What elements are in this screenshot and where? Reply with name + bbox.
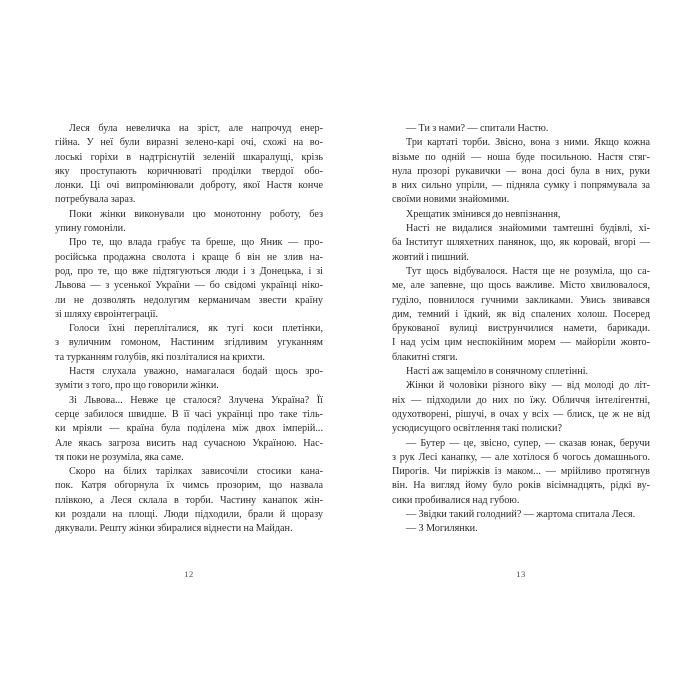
text-line: Але якась загроза висить над сучасною Україною. Нас- — [55, 437, 323, 449]
text-line: та турканням голубів, які позліталися на крихти. — [55, 351, 265, 363]
text-line: пок. Катря обгорнула їх чимсь прозорим, що назвала — [55, 480, 323, 492]
text-line: — Звідки такий голодний? — жартома спитала Леся. — [406, 509, 636, 521]
text-line: Пирогів. Чи пиріжків із маком... — мрійливо протягнув — [392, 466, 650, 478]
text-line: І над усім цим неспокійним морем — майоріли жовто- — [392, 337, 650, 349]
text-line: одухотворені, рішучі, в очах у всіх — блиск, це ж не від — [392, 408, 650, 420]
text-line: Насті не видалися знайомими тамтешні будівлі, хі- — [406, 223, 650, 235]
text-line: Хрещатик змінився до невпізнання, — [406, 208, 561, 220]
text-line: брукованої вулиці виструнчилися намети, барикади. — [392, 323, 650, 335]
page-right-text-block — [392, 122, 650, 537]
text-line: усюдисущого освітлення такі полиски? — [392, 423, 562, 435]
text-line: Зі Львова... Невже це сталося? Злучена Україна? Її — [69, 394, 323, 406]
text-line: упину гомоніли. — [55, 223, 126, 235]
page-right-number: 13 — [516, 569, 526, 579]
text-line: блакитні стяги. — [392, 351, 458, 363]
text-line: — З Могилянки. — [406, 523, 478, 535]
text-line: з рук Лесі канапку, — але хотілося б чогось домашнього. — [392, 451, 650, 463]
text-line: Тут щось відбувалося. Настя ще не розуміла, що са- — [406, 265, 650, 277]
text-line: яку проступають коричнюваті проділки твердої обо- — [55, 165, 323, 177]
text-line: серце забилося швидше. В її часі українці про таке тіль- — [55, 408, 323, 420]
text-line: — Бутер — це, звісно, супер, — сказав юнак, беручи — [406, 437, 650, 449]
text-line: Насті аж защеміло в сонячному сплетінні. — [406, 366, 589, 378]
text-line: лоські горіхи в надтріснутій зеленій шкаралущі, крізь — [55, 151, 323, 163]
text-line: жовтий і пишний. — [392, 251, 469, 263]
text-line: ки роздали на площі. Люди підходили, брали й щоразу — [55, 509, 323, 521]
text-line: Жінки й чоловіки різного віку — від молоді до літ- — [406, 380, 650, 392]
text-line: сики пробивалися над губою. — [392, 494, 520, 506]
text-line: він. На вигляд йому було років вісімнадцять, рідкі ву- — [392, 480, 650, 492]
text-line: ли не дозволять недолугим керманичам звести країну — [55, 294, 323, 306]
text-line: Настя слухала уважно, намагалася бодай щось зро- — [69, 366, 323, 378]
text-line: ме, але запевне, що щось важливе. Місто хвилювалося, — [392, 280, 650, 292]
text-line: гійна. У неї були виразні зелено-карі очі, схожі на во- — [55, 137, 323, 149]
text-line: Поки жінки виконували цю монотонну роботу, без — [69, 208, 323, 220]
text-line: дим, темний і їдкий, як від спалених холош. Посеред — [392, 308, 650, 320]
text-line: плівкою, а Леся склала в торби. Частину канапок жін- — [55, 494, 323, 506]
text-line: Скоро на білих тарілках зависочіли стосики кана- — [69, 466, 323, 478]
text-line: Три картаті торби. Звісно, вона з ними. Якщо кожна — [406, 137, 650, 149]
text-line: Львова — з усенької України — бо свідомі українці ніко- — [55, 280, 323, 292]
text-line: дякували. Решту жінки збиралися віднести на Майдан. — [55, 523, 293, 535]
text-line: нула прозорі рукавички — вона досі була в них, руки — [392, 165, 650, 177]
text-line: зуміти з того, про що говорили жінки. — [55, 380, 219, 392]
text-line: тя поки не розуміла, яка саме. — [55, 451, 184, 463]
text-line: в них сильно упріли, — підняла сумку і попрямувала за — [392, 180, 650, 192]
page-right — [350, 0, 700, 700]
text-line: лонки. Ці очі випромінювали доброту, якої Настя конче — [55, 180, 323, 192]
text-line: род, про те, що вже підтягуються люди і з Донецька, і зі — [55, 265, 323, 277]
text-line: Голоси їхні перепліталися, як тугі коси плетінки, — [69, 323, 323, 335]
text-line: потребувала зараз. — [55, 194, 136, 206]
text-line: ба Інститут шляхетних панянок, що, як коровай, вгорі — — [392, 237, 650, 249]
text-line: з вуличним гомоном, Настиним згідливим угуканням — [55, 337, 323, 349]
text-line: візьме по одній — ноша буде посильною. Настя стяг- — [392, 151, 650, 163]
text-line: гуділо, повнилося гучними закликами. Увись звивався — [392, 294, 650, 306]
text-line: зі шляху євроінтеграції. — [55, 308, 159, 320]
text-line: ки мріяли — країна була поділена між двох імперій... — [55, 423, 323, 435]
text-line: — Ти з нами? — спитали Настю. — [406, 123, 549, 134]
text-line: російська продажна сволота і краще б він не злив на- — [55, 251, 323, 263]
text-line: ніх — підходили до них по їжу. Обличчя інтелігентні, — [392, 394, 650, 406]
text-line: Про те, що влада грабує та бреше, що Яник — про- — [69, 237, 323, 249]
page-left-text-block — [55, 122, 323, 537]
text-line: своїми новими знайомими. — [392, 194, 510, 206]
page-left-number: 12 — [184, 569, 194, 579]
text-line: Леся була невеличка на зріст, але напрочуд енер- — [69, 123, 323, 134]
